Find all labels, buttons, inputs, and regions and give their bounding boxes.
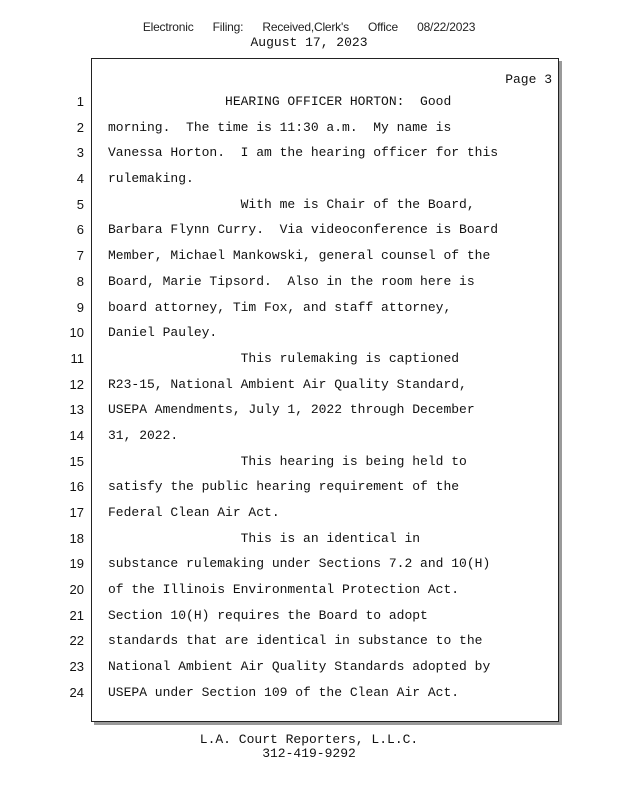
court-reporter-name: L.A. Court Reporters, L.L.C. <box>199 732 419 747</box>
court-reporter-phone: 312-419-9292 <box>262 746 356 761</box>
line-number: 14 <box>69 427 84 443</box>
transcript-line: Federal Clean Air Act. <box>108 505 280 520</box>
line-number: 9 <box>76 299 84 315</box>
line-number: 11 <box>70 350 84 366</box>
transcript-line: substance rulemaking under Sections 7.2 and 10(H) <box>108 556 491 572</box>
stamp-office: Office <box>368 20 398 34</box>
transcript-line: Member, Michael Mankowski, general counsel of the <box>108 248 491 264</box>
line-number: 23 <box>69 659 84 675</box>
filing-stamp <box>0 20 618 34</box>
stamp-filing: Filing: <box>212 20 244 34</box>
transcript-line: standards that are identical in substance to the <box>108 633 483 649</box>
page-footer <box>0 733 618 761</box>
transcript-line: rulemaking. <box>108 171 194 187</box>
transcript-text <box>108 92 548 709</box>
transcript-line: Section 10(H) requires the Board to adopt <box>108 607 428 623</box>
line-number: 1 <box>76 94 84 109</box>
line-number: 3 <box>76 145 84 161</box>
transcript-line: This is an identical in <box>108 530 421 546</box>
transcript-line: This rulemaking is captioned <box>108 350 460 366</box>
transcript-line: board attorney, Tim Fox, and staff attorney, <box>108 299 452 315</box>
transcript-line: satisfy the public hearing requirement of the <box>108 479 460 495</box>
transcript-line: Board, Marie Tipsord. Also in the room here is <box>108 273 475 289</box>
line-number: 19 <box>69 556 84 572</box>
transcript-line: of the Illinois Environmental Protection Act. <box>108 582 460 598</box>
line-number: 17 <box>69 505 84 520</box>
stamp-electronic: Electronic <box>142 20 194 34</box>
transcript-line: Barbara Flynn Curry. Via videoconference is Board <box>108 222 499 238</box>
page-number: Page 3 <box>505 72 552 87</box>
transcript-line: This hearing is being held to <box>108 453 467 469</box>
line-number: 21 <box>69 607 84 623</box>
line-number: 6 <box>76 222 84 238</box>
line-number: 4 <box>76 171 84 187</box>
transcript-line: USEPA under Section 109 of the Clean Air Act. <box>108 684 460 700</box>
line-number: 8 <box>76 273 84 289</box>
transcript-line: Vanessa Horton. I am the hearing officer for this <box>108 145 499 161</box>
transcript-line: USEPA Amendments, July 1, 2022 through December <box>108 402 475 418</box>
line-number: 18 <box>69 530 84 546</box>
transcript-line: With me is Chair of the Board, <box>108 196 475 212</box>
transcript-line: HEARING OFFICER HORTON: Good <box>108 94 452 109</box>
stamp-received: Received,Clerk's <box>262 20 349 34</box>
line-number: 16 <box>69 479 84 495</box>
line-number: 22 <box>69 633 84 649</box>
line-number: 12 <box>69 376 84 392</box>
hearing-date: August 17, 2023 <box>250 35 368 50</box>
line-number: 7 <box>76 248 84 264</box>
line-number: 24 <box>69 684 84 700</box>
line-number: 15 <box>69 453 84 469</box>
line-number: 2 <box>76 119 84 135</box>
line-number: 10 <box>69 325 84 341</box>
transcript-line: Daniel Pauley. <box>108 325 218 341</box>
line-number: 20 <box>69 582 84 598</box>
transcript-line: 31, 2022. <box>108 427 179 443</box>
line-number: 13 <box>69 402 84 418</box>
transcript-line: R23-15, National Ambient Air Quality Standard, <box>108 376 467 392</box>
transcript-line: morning. The time is 11:30 a.m. My name is <box>108 119 452 135</box>
line-number: 5 <box>76 196 84 212</box>
transcript-line: National Ambient Air Quality Standards adopted by <box>108 659 491 675</box>
line-number-column <box>0 92 84 709</box>
stamp-date: 08/22/2023 <box>417 20 476 34</box>
